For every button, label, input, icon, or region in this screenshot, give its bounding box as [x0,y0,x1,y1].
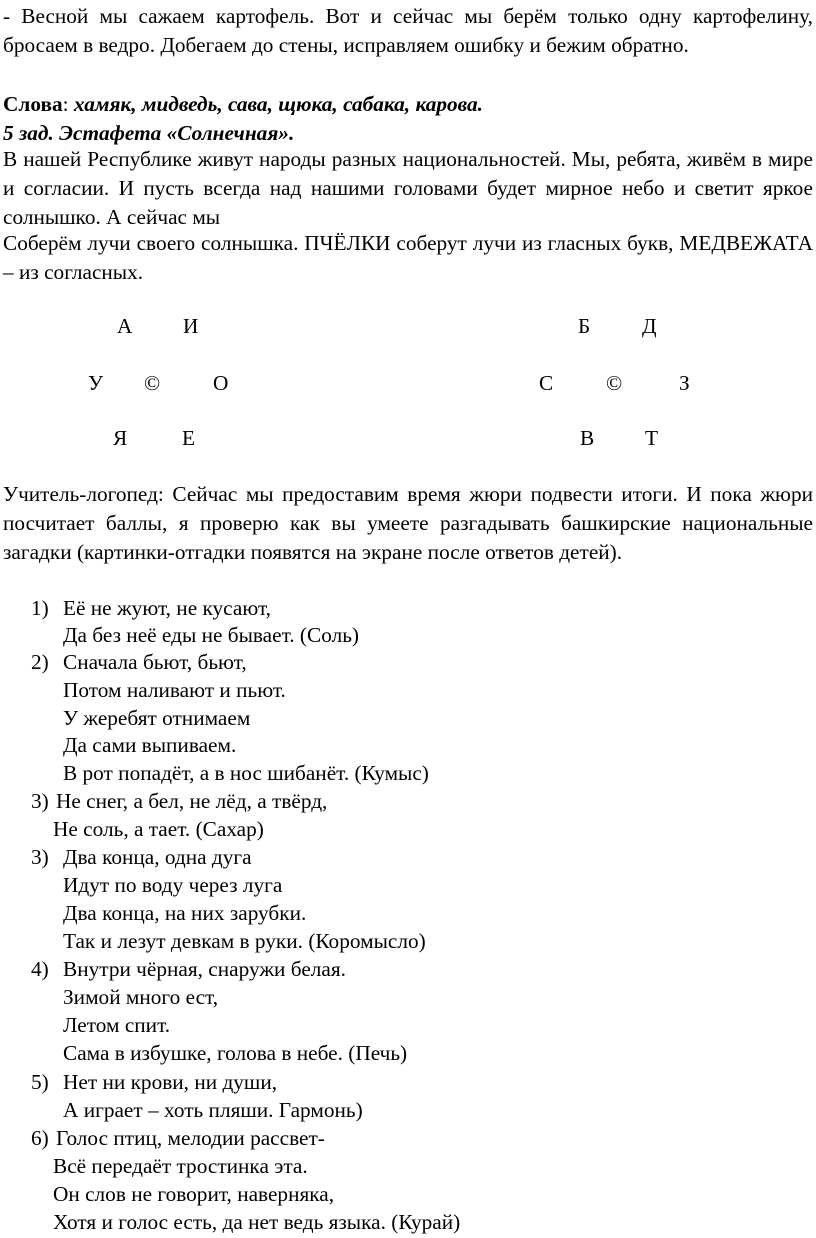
sun-right-letter: Т [645,426,659,450]
words-label: Слова [3,92,63,116]
riddle-line: Он слов не говорит, наверняка, [53,1182,335,1206]
sun-right-letter: З [679,371,690,395]
republic-paragraph: В нашей Республике живут народы разных национальностей. Мы, ребята, живём в мире и согласии. И пусть всегда над нашими головами будет мирное небо и светит яркое солнышко. А сейчас мы [3,147,813,229]
riddle-line: Всё передаёт тростинка эта. [53,1154,308,1178]
words-list: хамяк, мидведь, сава, щюка, сабака, карова. [73,92,484,116]
riddle-line: А играет – хоть пляши. Гармонь) [63,1098,363,1122]
riddle-number: 1) [31,596,49,620]
riddle-number: 2) [31,650,49,674]
words-colon: : [62,92,69,116]
riddle-line: Голос птиц, мелодии рассвет- [56,1126,325,1150]
riddle-line: У жеребят отнимаем [63,706,251,730]
riddle-line: Летом спит. [63,1013,171,1037]
riddle-line: Не снег, а бел, не лёд, а твёрд, [56,789,328,813]
riddle-number: 3) [31,845,49,869]
riddle-line: Два конца, на них зарубки. [63,901,307,925]
riddle-line: Да без неё еды не бывает. (Соль) [63,623,360,647]
riddle-number: 4) [31,957,49,981]
sun-right-letter: Б [578,314,591,338]
intro-paragraph: - Весной мы сажаем картофель. Вот и сейчас мы берём только одну картофелину, бросаем в ведро. Добегаем до стены, исправляем ошибку и бежим обратно. [3,4,813,57]
riddle-line: Нет ни крови, ни души, [63,1070,278,1094]
sun-right-letter: В [580,426,595,450]
riddle-line: Два конца, одна дуга [63,845,252,869]
riddle-line: Её не жуют, не кусают, [63,596,271,620]
sun-right-letter: Д [642,314,657,338]
riddle-line: Да сами выпиваем. [63,733,237,757]
riddle-line: Не соль, а тает. (Сахар) [53,817,264,841]
sun-left-letter: О [213,371,229,395]
riddle-line: Потом наливают и пьют. [63,678,286,702]
teacher-paragraph: Учитель-логопед: Сейчас мы предоставим время жюри подвести итоги. И пока жюри посчитает баллы, я проверю как вы умеете разгадывать башкирские национальные загадки (картинки-отгадки появятся на экране после ответов детей). [3,482,813,564]
riddle-number: 5) [31,1070,49,1094]
sun-left-letter: И [183,314,199,338]
sun-left-letter: У [88,371,104,395]
riddle-line: Идут по воду через луга [63,873,283,897]
sun-left-letter: Я [113,426,128,450]
words-line [3,90,483,119]
sun-left-center: © [144,371,161,395]
sun-right-center: © [606,371,623,395]
riddle-line: Сама в избушке, голова в небе. (Печь) [63,1041,408,1065]
sun-left-letter: А [117,314,133,338]
sun-right-letter: С [539,371,554,395]
riddle-line: Зимой много ест, [63,985,219,1009]
riddle-line: Хотя и голос есть, да нет ведь языка. (Курай) [53,1210,461,1234]
riddle-line: В рот попадёт, а в нос шибанёт. (Кумыс) [63,761,429,785]
riddle-line: Сначала бьют, бьют, [63,650,247,674]
sun-left-letter: Е [182,426,196,450]
riddle-number: 3) [31,789,49,813]
task5-title: 5 зад. Эстафета «Солнечная». [3,121,295,145]
riddle-line: Так и лезут девкам в руки. (Коромысло) [63,929,426,953]
riddle-number: 6) [31,1126,49,1150]
riddle-line: Внутри чёрная, снаружи белая. [63,957,346,981]
collect-paragraph: Соберём лучи своего солнышка. ПЧЁЛКИ соберут лучи из гласных букв, МЕДВЕЖАТА – из согласных. [3,231,813,284]
